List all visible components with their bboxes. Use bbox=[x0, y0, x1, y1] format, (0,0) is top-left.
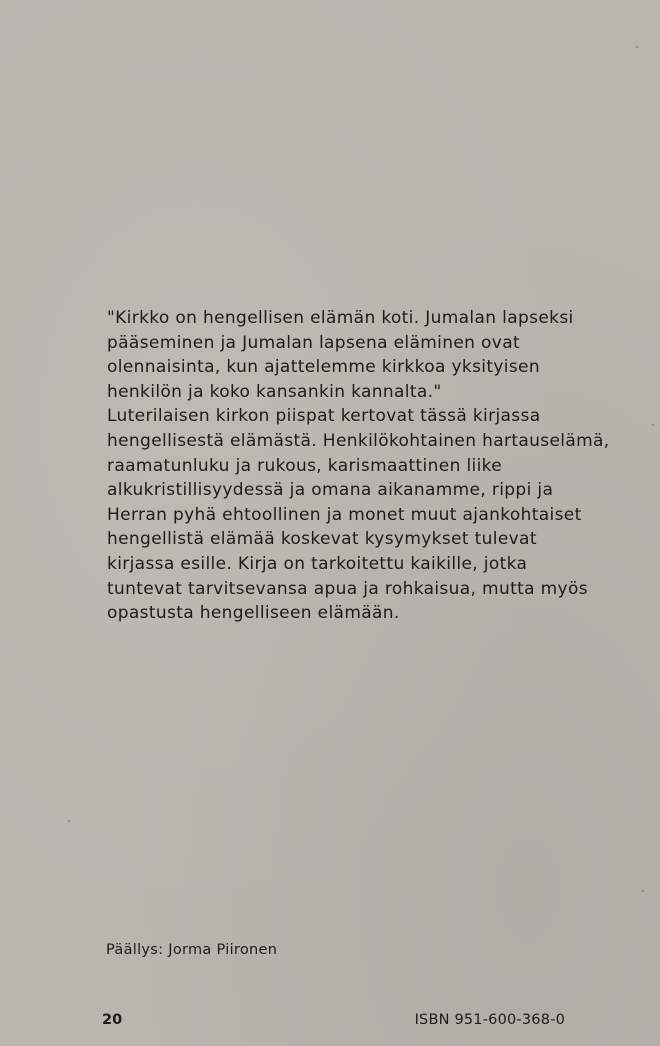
blurb-line: opastusta hengelliseen elämään. bbox=[107, 603, 400, 624]
blurb-line: Luterilaisen kirkon piispat kertovat tässä kirjassa bbox=[107, 406, 541, 427]
blurb-line: raamatunluku ja rukous, karismaattinen liike bbox=[107, 455, 503, 476]
isbn-number: ISBN 951-600-368-0 bbox=[414, 1012, 565, 1028]
page-number: 20 bbox=[102, 1012, 123, 1028]
paper-speck bbox=[636, 46, 638, 48]
cover-credit: Päällys: Jorma Piironen bbox=[106, 942, 278, 958]
blurb-line: tuntevat tarvitsevansa apua ja rohkaisua, mutta myös bbox=[107, 578, 588, 599]
blurb-line: hengellistä elämää koskevat kysymykset tulevat bbox=[107, 529, 537, 550]
blurb-line: olennaisinta, kun ajattelemme kirkkoa yksityisen bbox=[107, 357, 540, 378]
blurb-line: alkukristillisyydessä ja omana aikanamme, rippi ja bbox=[107, 480, 554, 501]
blurb-line: Herran pyhä ehtoollinen ja monet muut ajankohtaiset bbox=[107, 504, 582, 525]
paper-speck bbox=[642, 890, 644, 892]
blurb-line: kirjassa esille. Kirja on tarkoitettu kaikille, jotka bbox=[107, 553, 528, 574]
blurb-line: pääseminen ja Jumalan lapsena eläminen ovat bbox=[107, 332, 520, 353]
blurb-line: hengellisestä elämästä. Henkilökohtainen hartauselämä, bbox=[107, 430, 610, 451]
blurb-line: henkilön ja koko kansankin kannalta." bbox=[107, 381, 442, 402]
blurb-text bbox=[107, 306, 610, 626]
paper-speck bbox=[68, 820, 70, 822]
paper-speck bbox=[652, 424, 654, 426]
blurb-line: "Kirkko on hengellisen elämän koti. Jumalan lapseksi bbox=[107, 308, 574, 328]
